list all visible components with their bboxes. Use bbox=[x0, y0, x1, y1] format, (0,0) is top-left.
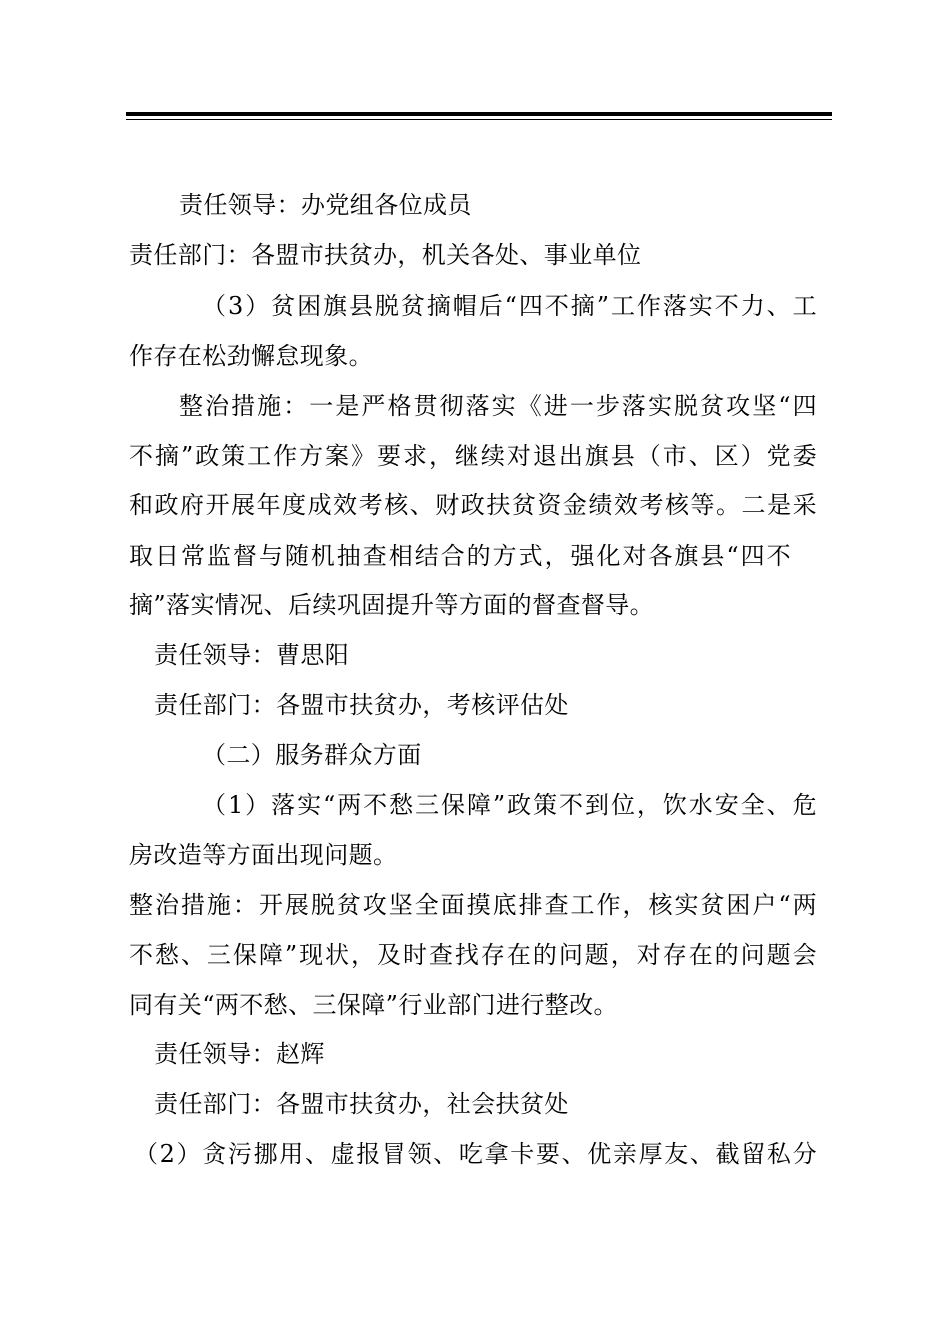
measures-line-2: 不摘”政策工作方案》要求，继续对退出旗县（市、区）党委 bbox=[129, 442, 817, 470]
measures-line-4: 取日常监督与随机抽查相结合的方式，强化对各旗县“四不 bbox=[129, 542, 791, 570]
measures-line-1: 整治措施：一是严格贯彻落实《进一步落实脱贫攻坚“四 bbox=[179, 392, 817, 420]
issue-1-line-1: （1）落实“两不愁三保障”政策不到位，饮水安全、危 bbox=[202, 791, 817, 819]
measures-line-2: 不愁、三保障”现状，及时查找存在的问题，对存在的问题会 bbox=[129, 941, 817, 969]
header-rule-thick bbox=[126, 112, 832, 116]
measures-line-3: 和政府开展年度成效考核、财政扶贫资金绩效考核等。二是采 bbox=[129, 491, 817, 519]
responsible-leader-line: 责任领导：赵辉 bbox=[154, 1040, 325, 1068]
measures-line-5: 摘”落实情况、后续巩固提升等方面的督查督导。 bbox=[129, 591, 655, 619]
measures-line-1: 整治措施：开展脱贫攻坚全面摸底排查工作，核实贫困户“两 bbox=[129, 891, 817, 919]
issue-1-line-2: 房改造等方面出现问题。 bbox=[129, 841, 398, 869]
header-rule-thin bbox=[126, 119, 832, 120]
measures-line-3: 同有关“两不愁、三保障”行业部门进行整改。 bbox=[129, 991, 618, 1019]
responsible-dept-line: 责任部门：各盟市扶贫办，机关各处、事业单位 bbox=[129, 241, 642, 269]
section-heading: （二）服务群众方面 bbox=[202, 741, 422, 769]
issue-3-line-1: （3）贫困旗县脱贫摘帽后“四不摘”工作落实不力、工 bbox=[202, 292, 817, 320]
issue-2-line-1: （2）贪污挪用、虚报冒领、吃拿卡要、优亲厚友、截留私分 bbox=[134, 1140, 817, 1168]
responsible-dept-line: 责任部门：各盟市扶贫办，考核评估处 bbox=[154, 691, 569, 719]
responsible-leader-line: 责任领导：办党组各位成员 bbox=[179, 191, 472, 219]
issue-3-line-2: 作存在松劲懈怠现象。 bbox=[129, 342, 373, 370]
responsible-dept-line: 责任部门：各盟市扶贫办，社会扶贫处 bbox=[154, 1090, 569, 1118]
responsible-leader-line: 责任领导：曹思阳 bbox=[154, 641, 350, 669]
